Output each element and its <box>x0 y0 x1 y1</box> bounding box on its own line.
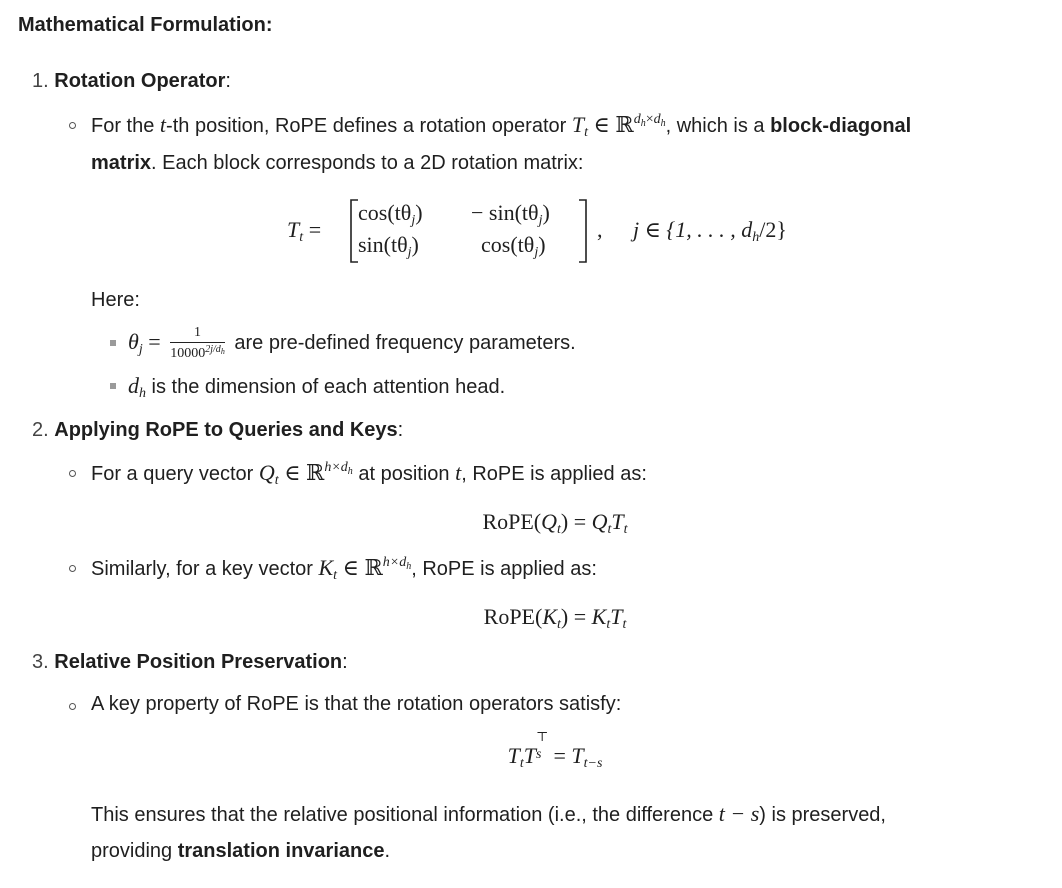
section-2-header: 2. Applying RoPE to Queries and Keys: <box>32 419 404 441</box>
matrix-lhs: $T_t$ = <box>287 217 322 245</box>
bullet-circle <box>69 470 76 477</box>
def-theta: $\theta_j$ = $\frac{1}{10000^{2j/d_h}}$ are pre-defined frequency parameters. <box>128 325 576 361</box>
section-3-paragraph-line2: providing translation invariance. <box>91 840 391 862</box>
bullet-circle <box>69 122 76 129</box>
matrix-a22: $\cos(t\theta_j)$ <box>481 232 546 260</box>
eq-relative: $T_tT$ ⊤ s = $T_{t-s}$ <box>507 729 603 771</box>
here-label: Here: <box>91 289 140 311</box>
section-1-bullet-line1: For the t-th position, RoPE defines a rotation operator $T_t$ ∈ ℝ$^{d_h\times d_h}$, which is a block-diagonal <box>91 112 912 140</box>
section-3-paragraph-line1: This ensures that the relative positional information (i.e., the difference t − s) is preserved, <box>91 801 886 826</box>
bullet-circle <box>69 703 76 710</box>
section-title: Rotation Operator <box>54 70 226 92</box>
matrix-a11: $\cos(t\theta_j)$ <box>358 200 423 228</box>
eq-rope-q: $RoPE(Q_t) = Q_tT_t$ <box>482 509 628 537</box>
section-3-bullet-1: A key property of RoPE is that the rotation operators satisfy: <box>91 693 622 715</box>
math-t: t <box>159 112 167 137</box>
section-2-bullet-2: Similarly, for a key vector $K_t$ ∈ ℝ$^{h\times d_h}$, RoPE is applied as: <box>91 555 597 583</box>
math-T: $T_t$ <box>571 112 588 140</box>
def-dh: $d_h$ is the dimension of each attention head. <box>128 373 506 401</box>
section-3-header: 3. Relative Position Preservation: <box>32 651 348 673</box>
bullet-square <box>110 383 116 389</box>
theta-fraction: $\frac{1}{10000^{2j/d_h}}$ <box>170 325 225 361</box>
matrix-comma: , <box>597 217 603 242</box>
matrix-index-set: j ∈ {1, . . . , $d_h/2$} <box>633 217 787 245</box>
eq-rope-k: $RoPE(K_t) = K_tT_t$ <box>483 604 627 632</box>
bullet-circle <box>69 565 76 572</box>
section-2-bullet-1: For a query vector $Q_t$ ∈ ℝ$^{h\times d_h}$ at position t, RoPE is applied as: <box>91 460 647 488</box>
math-reals: ℝ$^{d_h\times d_h}$ <box>615 112 666 137</box>
section-1-bullet-line2: matrix. Each block corresponds to a 2D rotation matrix: <box>91 152 584 174</box>
section-colon: : <box>225 70 231 92</box>
section-1-header <box>32 70 231 93</box>
bullet-square <box>110 340 116 346</box>
matrix-a12: − $\sin(t\theta_j)$ <box>471 200 550 228</box>
matrix-a21: $\sin(t\theta_j)$ <box>358 232 419 260</box>
page-heading: Mathematical Formulation: <box>18 14 273 36</box>
section-number: 1. <box>32 70 49 92</box>
